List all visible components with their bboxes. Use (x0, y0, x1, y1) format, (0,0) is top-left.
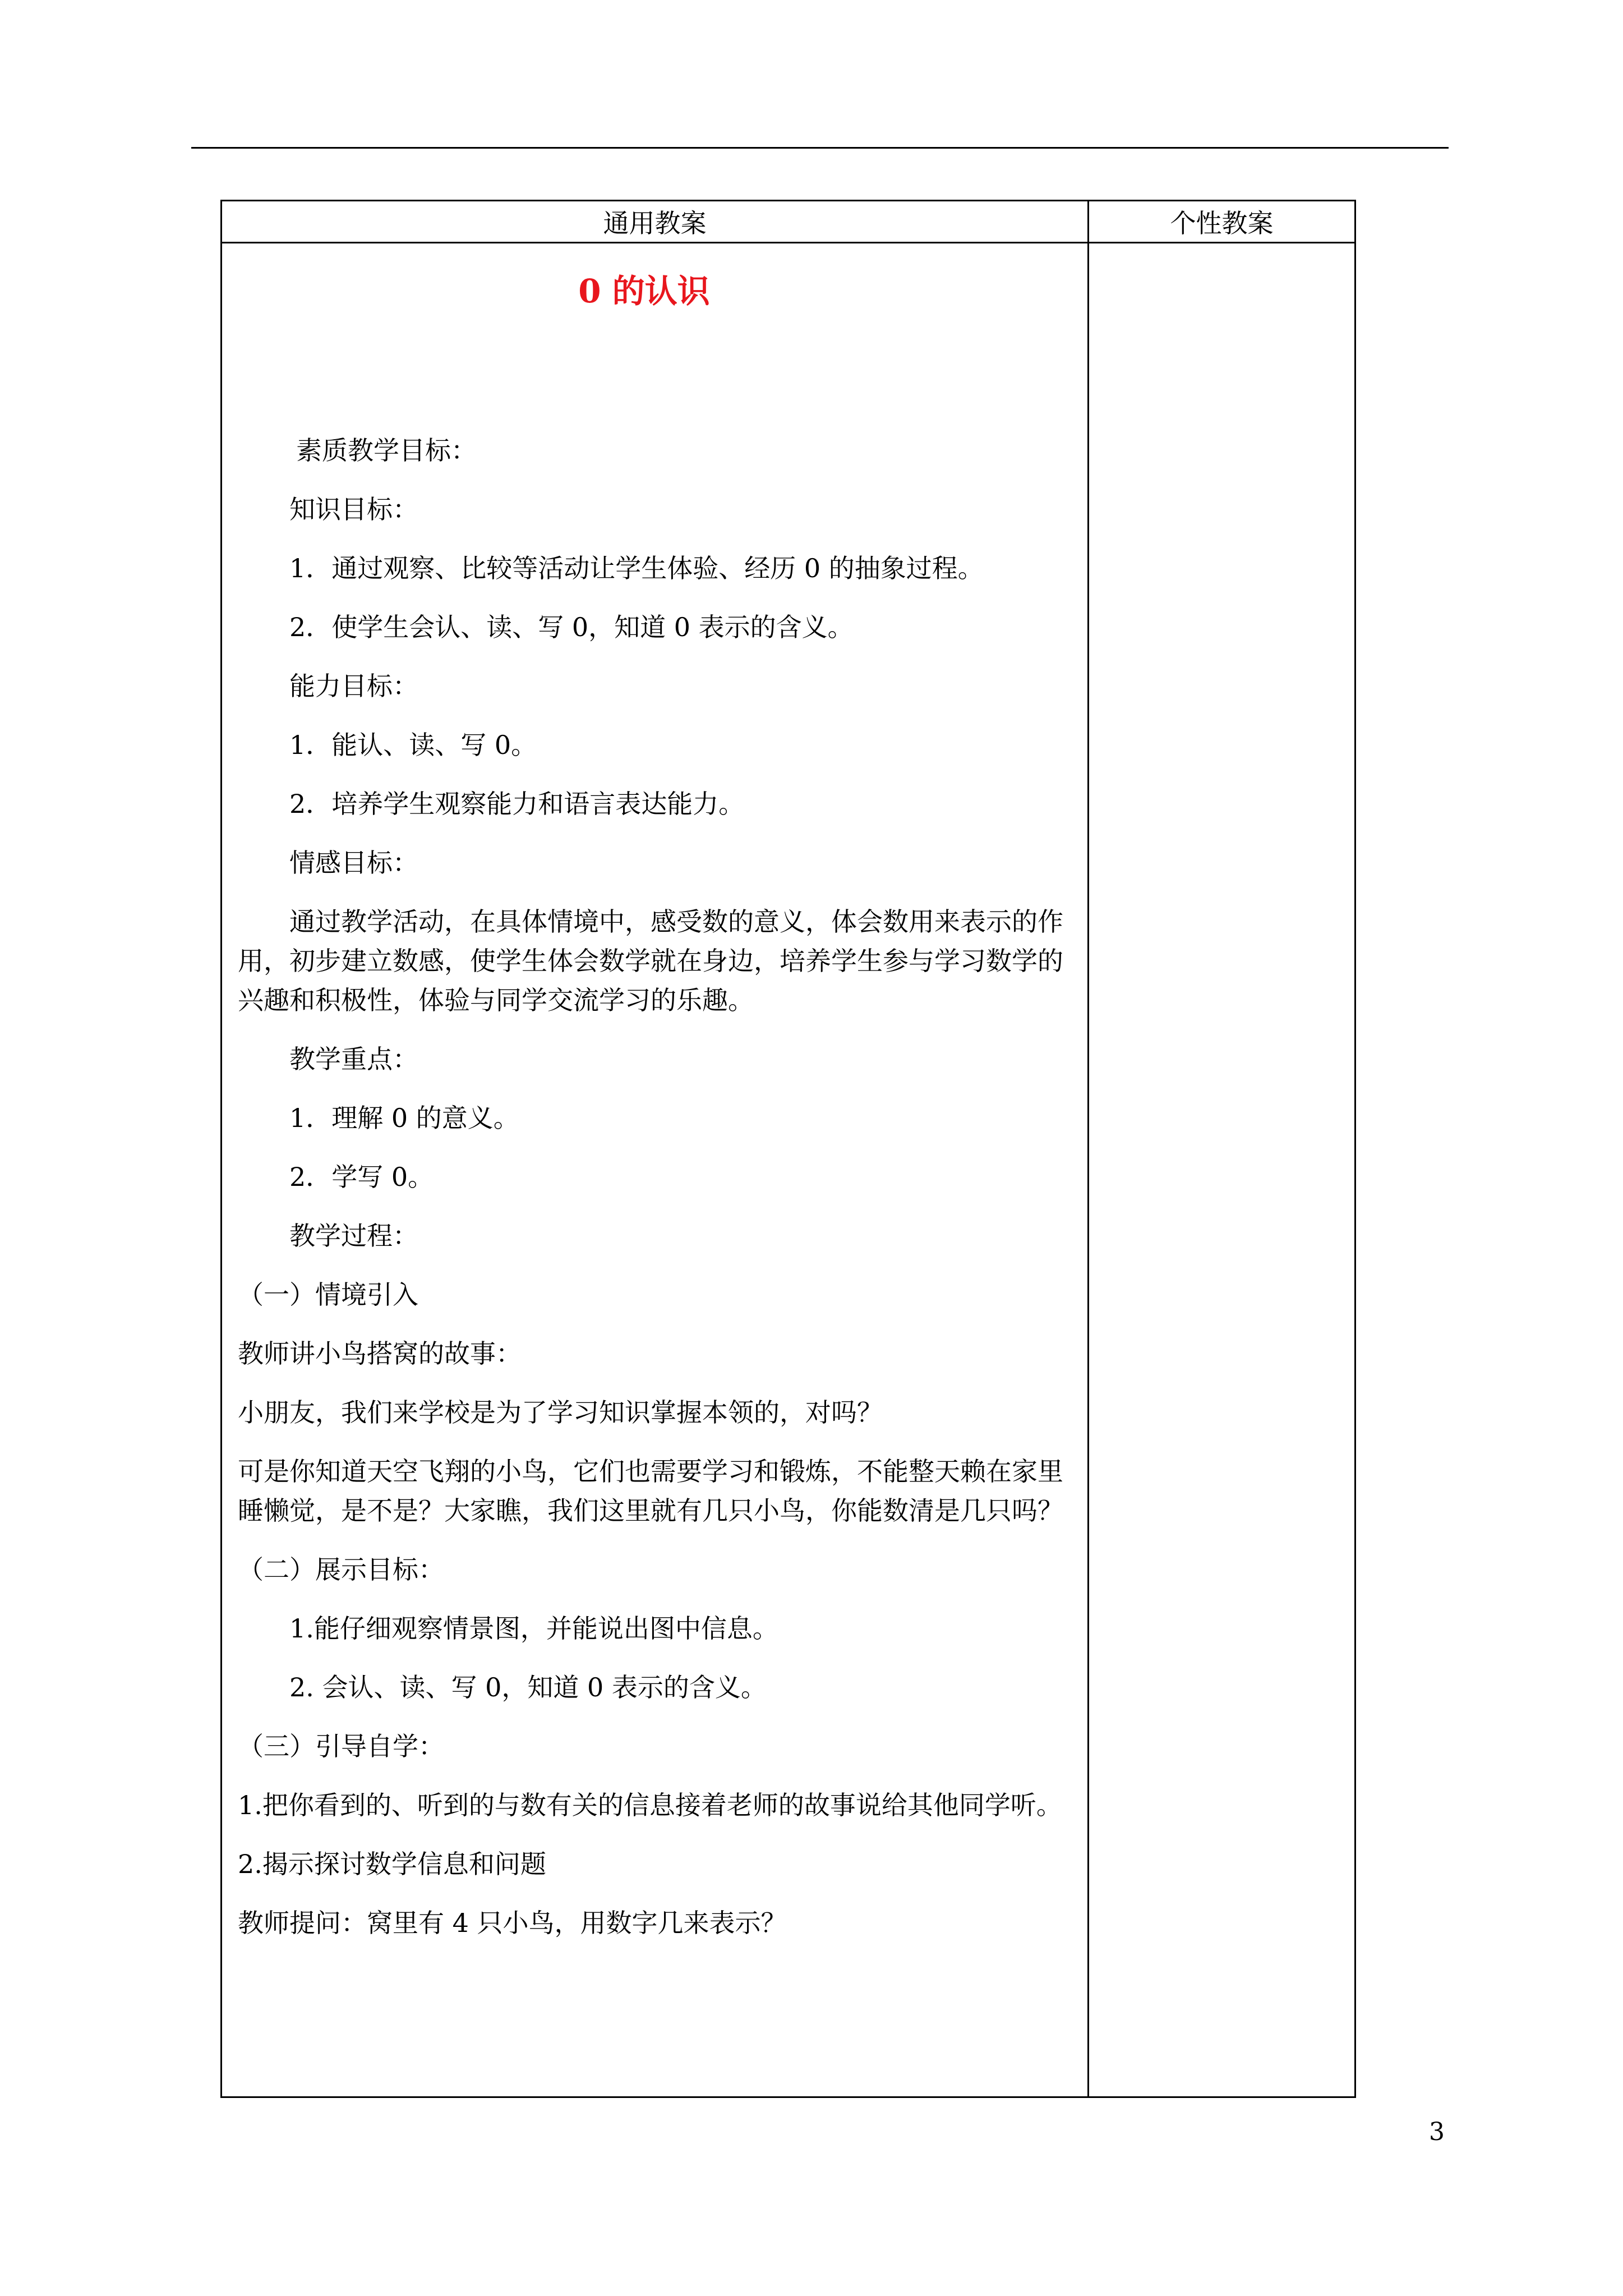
paragraph: 2.揭示探讨数学信息和问题 (238, 1849, 546, 1879)
paragraph: 1．通过观察、比较等活动让学生体验、经历 0 的抽象过程。 (289, 553, 984, 583)
paragraph: 小朋友，我们来学校是为了学习知识掌握本领的，对吗？ (238, 1397, 883, 1428)
paragraph: 1．理解 0 的意义。 (289, 1103, 519, 1133)
paragraph: 2．培养学生观察能力和语言表达能力。 (289, 789, 745, 819)
general-plan-content (222, 265, 1087, 1943)
paragraph: 能力目标： (289, 671, 418, 701)
lesson-plan-table (220, 200, 1356, 2098)
header-personal-plan: 个性教案 (1089, 201, 1355, 243)
paragraph: 素质教学目标： (296, 435, 477, 466)
personal-plan-cell (1089, 243, 1355, 2097)
paragraph: 1.能仔细观察情景图，并能说出图中信息。 (289, 1613, 778, 1644)
table-header-row (222, 201, 1355, 243)
paragraph: （一）情境引入 (238, 1280, 418, 1310)
paragraph: 教师讲小鸟搭窝的故事： (238, 1338, 522, 1369)
paragraph: 2．学写 0。 (289, 1162, 434, 1192)
lesson-title: 0 的认识 (578, 272, 710, 310)
paragraph: 2．使学生会认、读、写 0，知道 0 表示的含义。 (289, 612, 854, 642)
paragraph: 教学重点： (289, 1044, 418, 1074)
paragraph: （三）引导自学： (238, 1731, 444, 1761)
general-plan-cell (222, 243, 1089, 2097)
paragraph: 2. 会认、读、写 0，知道 0 表示的含义。 (289, 1672, 767, 1703)
paragraph: 情感目标： (289, 848, 418, 878)
page-number: 3 (1429, 2118, 1445, 2146)
paragraph: 1.把你看到的、听到的与数有关的信息接着老师的故事说给其他同学听。 (238, 1790, 1062, 1820)
paragraph: 知识目标： (289, 494, 418, 524)
header-general-plan: 通用教案 (222, 201, 1089, 243)
paragraph: 教师提问：窝里有 4 只小鸟，用数字几来表示？ (238, 1908, 787, 1938)
paragraph: 1．能认、读、写 0。 (289, 730, 537, 760)
lesson-body (238, 431, 1073, 1943)
paragraph: 教学过程： (289, 1221, 418, 1251)
paragraph: 可是你知道天空飞翔的小鸟，它们也需要学习和锻炼，不能整天赖在家里睡懒觉，是不是？大家瞧，我们这里就有几只小鸟，你能数清是几只吗？ (238, 1456, 1063, 1526)
header-rule (191, 147, 1449, 149)
paragraph: （二）展示目标： (238, 1554, 444, 1585)
table-body-row (222, 243, 1355, 2097)
paragraph: 通过教学活动，在具体情境中，感受数的意义，体会数用来表示的作用，初步建立数感，使学生体会数学就在身边，培养学生参与学习数学的兴趣和积极性，体验与同学交流学习的乐趣。 (238, 907, 1063, 1015)
